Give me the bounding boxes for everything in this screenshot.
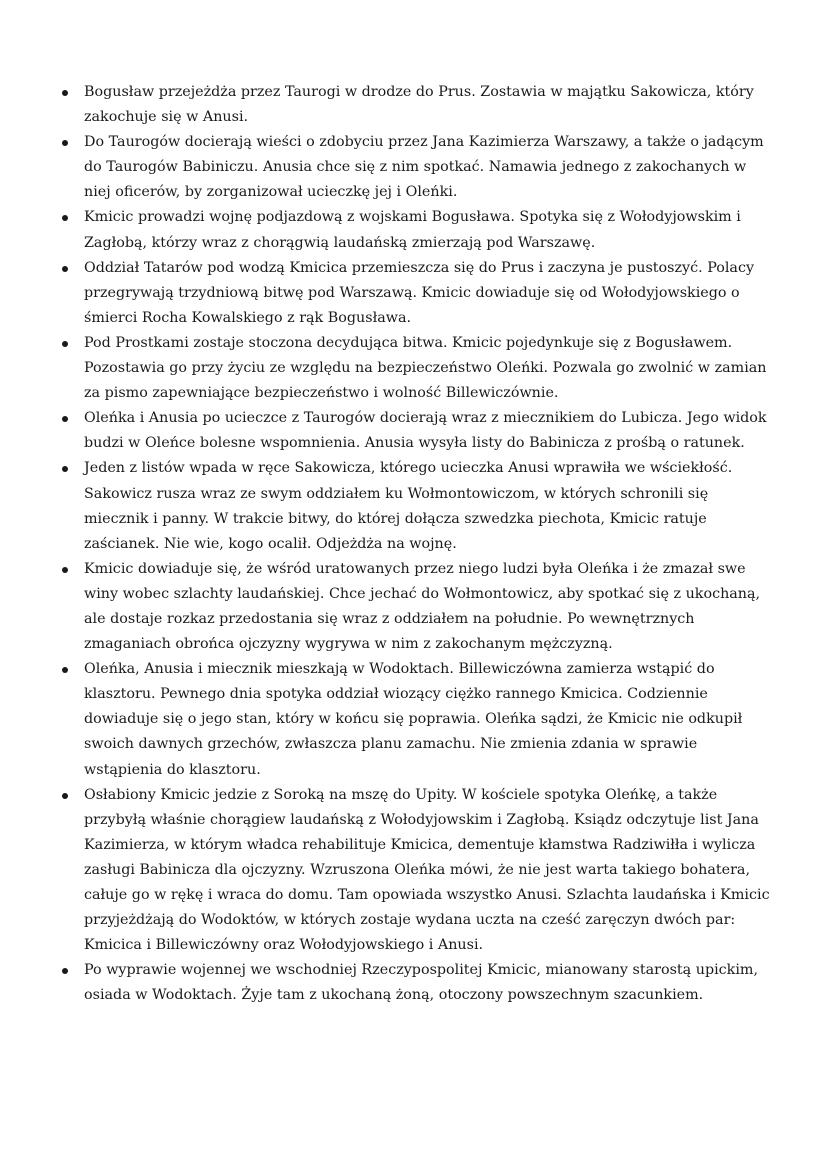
list-item — [62, 557, 774, 657]
bullet-icon — [62, 567, 68, 573]
bullet-icon — [62, 90, 68, 96]
bullet-icon — [62, 793, 68, 799]
list-item-text: Oleńka i Anusia po ucieczce z Taurogów docierają wraz z miecznikiem do Lubicza. Jego widok budzi w Oleńce bolesne wspomnienia. Anusia wysyła listy do Babinicza z prośbą o ratunek. — [84, 410, 767, 452]
list-item-text: Do Taurogów docierają wieści o zdobyciu przez Jana Kazimierza Warszawy, a także o jadącym do Taurogów Babiniczu. Anusia chce się z nim spotkać. Namawia jednego z zakochanych w niej oficerów, by zorganizował ucieczkę jej i Oleńki. — [84, 134, 764, 201]
bullet-icon — [62, 466, 68, 472]
list-item-text: Pod Prostkami zostaje stoczona decydująca bitwa. Kmicic pojedynkuje się z Bogusławem. Pozostawia go przy życiu ze względu na bezpieczeństwo Oleńki. Pozwala go zwolnić w zamian za pismo zapewniające bezpieczeństwo i wolność Billewiczównie. — [84, 334, 767, 402]
bullet-icon — [62, 667, 68, 673]
list-item-text: Kmicic prowadzi wojnę podjazdową z wojskami Bogusława. Spotyka się z Wołodyjowskim i Zagłobą, którzy wraz z chorągwią laudańską zmierzają pod Warszawę. — [84, 209, 741, 251]
list-item-text: Oddział Tatarów pod wodzą Kmicica przemieszcza się do Prus i zaczyna je pustoszyć. Polacy przegrywają trzydniową bitwę pod Warszawą. Kmicic dowiaduje się od Wołodyjowskiego o śmierci Rocha Kowalskiego z rąk Bogusława. — [84, 259, 755, 326]
list-item — [62, 783, 774, 959]
list-item — [62, 958, 774, 1008]
bullet-icon — [62, 140, 68, 146]
list-item — [62, 130, 774, 205]
list-item — [62, 657, 774, 782]
list-item-text: Kmicic dowiaduje się, że wśród uratowanych przez niego ludzi była Oleńka i że zmazał swe winy wobec szlachty laudańskiej. Chce jechać do Wołmontowicz, aby spotkać się z ukochaną, ale dostaje rozkaz przedostania się wraz z oddziałem na południe. Po wewnętrznych zmaganiach obrońca ojczyzny wygrywa w nim z zakochanym mężczyzną. — [84, 560, 761, 653]
bullet-icon — [62, 416, 68, 422]
bullet-icon — [62, 266, 68, 272]
list-item-text: Bogusław przejeżdża przez Taurogi w drodze do Prus. Zostawia w majątku Sakowicza, który zakochuje się w Anusi. — [84, 84, 754, 126]
list-item-text: Osłabiony Kmicic jedzie z Soroką na mszę do Upity. W kościele spotyka Oleńkę, a także przybyłą właśnie chorągiew laudańską z Wołodyjowskim i Zagłobą. Ksiądz odczytuje list Jana Kazimierza, w którym władca rehabilituje Kmicica, dementuje kłamstwa Radziwiłła i wylicza zasługi Babinicza dla ojczyzny. Wzruszona Oleńka mówi, że nie jest warta takiego bohatera, całuje go w rękę i wraca do domu. Tam opowiada wszystko Anusi. Szlachta laudańska i Kmicic przyjeżdżają do Wodoktów, w których zostaje wydana uczta na cześć zaręczyn dwóch par: Kmicica i Billewiczówny oraz Wołodyjowskiego i Anusi. — [84, 786, 770, 954]
bullet-icon — [62, 215, 68, 221]
bullet-icon — [62, 341, 68, 347]
list-item — [62, 456, 774, 556]
list-item — [62, 80, 774, 130]
list-item-text: Po wyprawie wojennej we wschodniej Rzeczypospolitej Kmicic, mianowany starostą upickim, osiada w Wodoktach. Żyje tam z ukochaną żoną, otoczony powszechnym szacunkiem. — [84, 962, 759, 1004]
summary-bullet-list — [62, 80, 774, 1008]
list-item-text: Jeden z listów wpada w ręce Sakowicza, którego ucieczka Anusi wprawiła we wściekłość. Sakowicz rusza wraz ze swym oddziałem ku Wołmontowiczom, w których schronili się miecznik i panny. W trakcie bitwy, do której dołącza szwedzka piechota, Kmicic ratuje zaścianek. Nie wie, kogo ocalił. Odjeżdża na wojnę. — [84, 460, 733, 552]
list-item — [62, 205, 774, 255]
bullet-icon — [62, 968, 68, 974]
list-item — [62, 256, 774, 331]
list-item — [62, 331, 774, 406]
list-item — [62, 406, 774, 456]
list-item-text: Oleńka, Anusia i miecznik mieszkają w Wodoktach. Billewiczówna zamierza wstąpić do klasztoru. Pewnego dnia spotyka oddział wiozący ciężko rannego Kmicica. Codziennie dowiaduje się o jego stan, który w końcu się poprawia. Oleńka sądzi, że Kmicic nie odkupił swoich dawnych grzechów, zwłaszcza planu zamachu. Nie zmienia zdania w sprawie wstąpienia do klasztoru. — [84, 661, 743, 778]
